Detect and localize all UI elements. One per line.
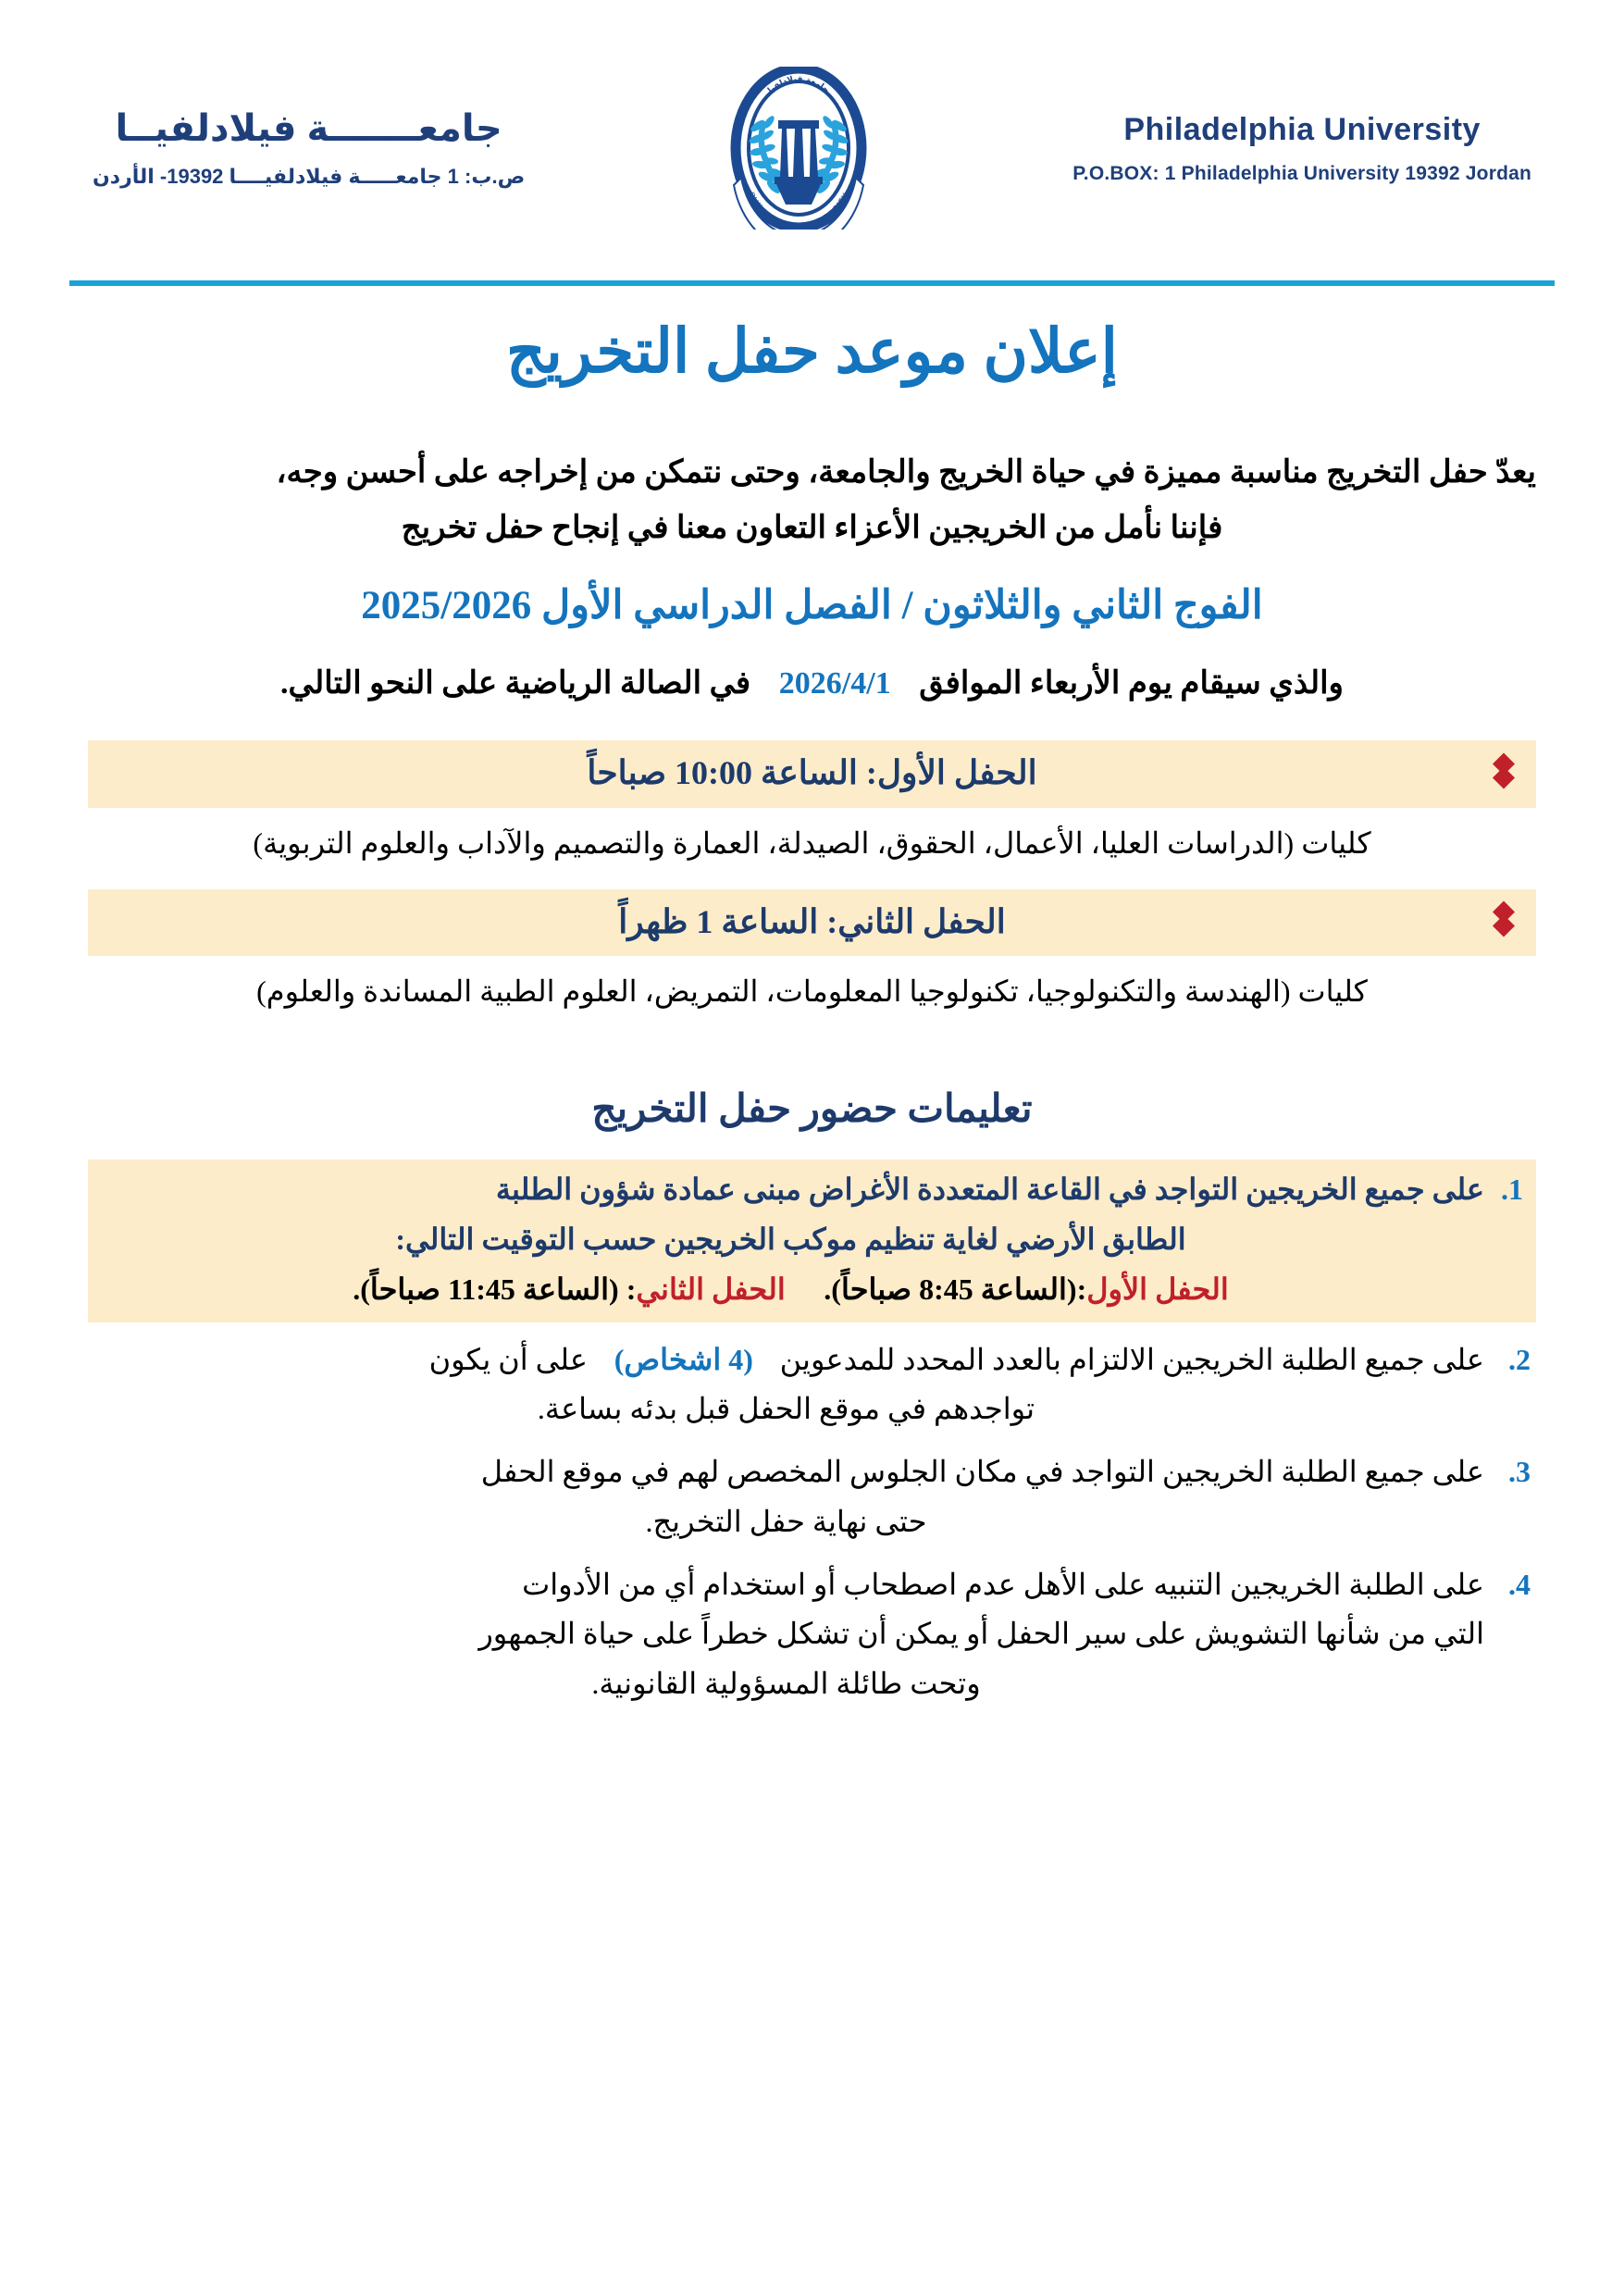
diamond-bullet-icon	[1492, 903, 1516, 940]
second-ceremony-label: الحفل الثاني	[636, 1272, 786, 1306]
instruction-3-tail: حتى نهاية حفل التخريج.	[645, 1504, 927, 1538]
instruction-2-text-b: على أن يكون	[428, 1342, 588, 1376]
university-address-arabic: ص.ب: 1 جامعـــــة فيلادلفيــــا 19392- الأردن	[93, 165, 526, 188]
date-suffix: في الصالة الرياضية على النحو التالي.	[280, 665, 751, 701]
instruction-4-text-a: على الطلبة الخريجين التنبيه على الأهل عدم اصطحاب أو استخدام أي من الأدوات	[522, 1567, 1484, 1601]
svg-text:جامعة فيلادلفيا: جامعة فيلادلفيا	[766, 74, 831, 96]
instruction-2-body	[88, 1335, 1484, 1385]
letterhead	[0, 56, 1624, 241]
ceremony-1-faculties: كليات (الدراسات العليا، الأعمال، الحقوق، الصيدلة، العمارة والتصميم والآداب والعلوم التربوية)	[253, 825, 1371, 860]
header-divider	[69, 280, 1555, 286]
instruction-4-text-b: التي من شأنها التشويش على سير الحفل أو يمكن أن تشكل خطراً على حياة الجمهور	[478, 1617, 1484, 1651]
intro-line-2: فإننا نأمل من الخريجين الأعزاء التعاون معنا في إنجاح حفل تخريج	[401, 511, 1223, 546]
university-name-arabic: جامعـــــــة فيلادلفيــا	[115, 108, 502, 149]
instruction-3-text: على جميع الطلبة الخريجين التواجد في مكان الجلوس المخصص لهم في موقع الحفل	[480, 1455, 1484, 1489]
intro-line-1: يعدّ حفل التخريج مناسبة مميزة في حياة الخريج والجامعة، وحتى نتمكن من إخراجه على أحسن وجه،	[276, 454, 1536, 490]
page-title: إعلان موعد حفل التخريج	[505, 318, 1119, 386]
university-name-english: Philadelphia University	[1123, 111, 1481, 147]
ceremony-heading-row	[88, 740, 1536, 808]
ceremony-1-heading: الحفل الأول: الساعة 10:00 صباحاً	[587, 754, 1037, 792]
letterhead-arabic	[93, 107, 525, 189]
svg-text:PHILADELPHIA UNIVERSITY: PHILADELPHIA UNIVERSITY	[747, 190, 850, 230]
first-ceremony-label: الحفل الأول	[1086, 1272, 1229, 1306]
ceremony-2-heading: الحفل الثاني: الساعة 1 ظهراً	[618, 902, 1006, 940]
instruction-1-line-2: الطابق الأرضي لغاية تنظيم موكب الخريجين حسب التوقيت التالي:	[395, 1222, 1186, 1257]
letterhead-english	[1072, 112, 1531, 185]
ceremony-heading-row	[88, 889, 1536, 957]
cohort-semester-line: الفوج الثاني والثلاثون / الفصل الدراسي الأول 2025/2026	[361, 583, 1263, 627]
university-logo-icon	[725, 67, 873, 230]
diamond-bullet-icon	[1492, 755, 1516, 792]
ceremony-2-faculties: كليات (الهندسة والتكنولوجيا، تكنولوجيا المعلومات، التمريض، العلوم الطبية المساندة والعلوم)	[256, 974, 1368, 1009]
instruction-1-times	[97, 1265, 1484, 1315]
first-ceremony-time: :(الساعة 8:45 صباحاً).	[824, 1272, 1087, 1306]
instruction-item-4	[88, 1560, 1536, 1709]
instruction-item-1	[88, 1160, 1536, 1322]
instructions-heading: تعليمات حضور حفل التخريج	[591, 1088, 1033, 1132]
second-ceremony-time: : (الساعة 11:45 صباحاً).	[353, 1272, 637, 1306]
university-address-english: P.O.BOX: 1 Philadelphia University 19392 Jordan	[1072, 162, 1531, 184]
document-content	[88, 315, 1536, 1722]
intro-paragraph	[88, 445, 1536, 557]
ceremony-date-line	[88, 659, 1536, 709]
instruction-4-tail: وتحت طائلة المسؤولية القانونية.	[591, 1667, 981, 1701]
instruction-2-text-a: على جميع الطلبة الخريجين الالتزام بالعدد المحدد للمدعوين	[779, 1342, 1484, 1376]
instruction-item-3	[88, 1447, 1536, 1547]
instruction-2-tail: تواجدهم في موقع الحفل قبل بدئه بساعة.	[537, 1392, 1035, 1426]
instructions-list	[88, 1160, 1536, 1709]
instruction-1-line-1: على جميع الخريجين التواجد في القاعة المتعددة الأغراض مبنى عمادة شؤون الطلبة	[495, 1173, 1484, 1207]
date-prefix: والذي سيقام يوم الأربعاء الموافق	[919, 665, 1344, 701]
guest-count-emphasis: (4 اشخاص)	[614, 1342, 753, 1376]
instruction-item-2	[88, 1335, 1536, 1435]
ceremony-date: 2026/4/1	[778, 665, 891, 701]
